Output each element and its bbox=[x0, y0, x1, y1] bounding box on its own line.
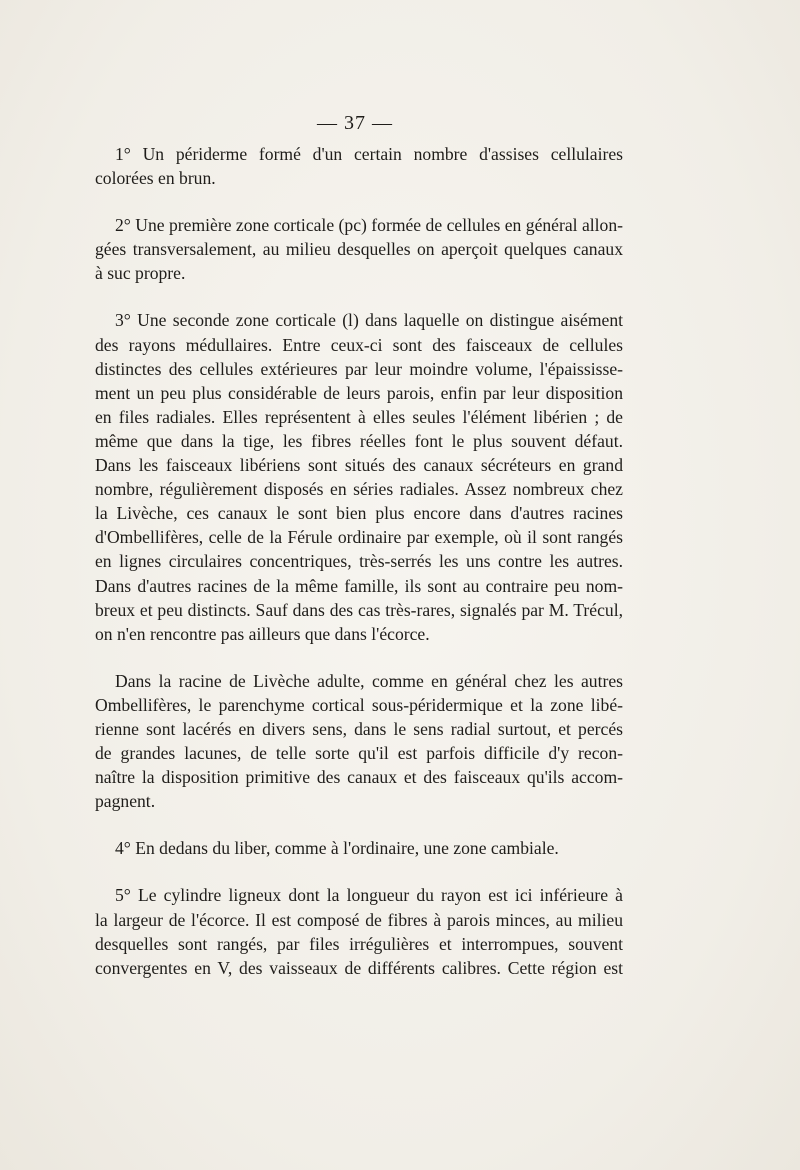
text-line: en files radiales. Elles représentent à elles seules l'élément libérien ; de bbox=[95, 406, 623, 427]
text-line: desquelles sont rangés, par files irrégulières et interrompues, souvent bbox=[95, 933, 623, 954]
text-line: de grandes lacunes, de telle sorte qu'il est parfois difficile d'y recon- bbox=[95, 743, 623, 764]
paragraph bbox=[95, 213, 623, 285]
text-line: Dans la racine de Livèche adulte, comme en général chez les autres bbox=[115, 670, 623, 691]
text-line: nombre, régulièrement disposés en séries radiales. Assez nombreux chez bbox=[95, 479, 623, 500]
paragraph bbox=[95, 669, 623, 814]
text-line: convergentes en V, des vaisseaux de différents calibres. Cette région est bbox=[95, 957, 623, 978]
text-line: la largeur de l'écorce. Il est composé de fibres à parois minces, au milieu bbox=[95, 909, 623, 930]
text-line: en lignes circulaires concentriques, très-serrés les uns contre les autres. bbox=[95, 551, 623, 572]
text-line: naître la disposition primitive des canaux et des faisceaux qu'ils accom- bbox=[95, 767, 623, 788]
paragraph bbox=[95, 836, 623, 860]
paragraph bbox=[95, 142, 623, 190]
text-line: la Livèche, ces canaux le sont bien plus encore dans d'autres racines bbox=[95, 503, 623, 524]
paragraph bbox=[95, 308, 623, 645]
text-line: colorées en brun. bbox=[95, 168, 216, 189]
text-line: Dans les faisceaux libériens sont situés des canaux sécréteurs en grand bbox=[95, 455, 623, 476]
text-line: 1° Un périderme formé d'un certain nombre d'assises cellulaires bbox=[115, 144, 623, 164]
text-line: d'Ombellifères, celle de la Férule ordinaire par exemple, où il sont rangés bbox=[95, 527, 623, 548]
text-line: 4° En dedans du liber, comme à l'ordinaire, une zone cambiale. bbox=[115, 838, 559, 859]
paragraph bbox=[95, 883, 623, 979]
text-line: breux et peu distincts. Sauf dans des cas très-rares, signalés par M. Trécul, bbox=[95, 599, 623, 620]
text-line: Dans d'autres racines de la même famille, ils sont au contraire peu nom- bbox=[95, 575, 623, 596]
text-line: des rayons médullaires. Entre ceux-ci sont des faisceaux de cellules bbox=[95, 334, 623, 355]
text-line: 3° Une seconde zone corticale (l) dans laquelle on distingue aisément bbox=[115, 310, 623, 331]
page-number: — 37 — bbox=[317, 112, 393, 134]
body-text bbox=[95, 142, 623, 1003]
text-line: on n'en rencontre pas ailleurs que dans l'écorce. bbox=[95, 623, 430, 644]
text-line: gées transversalement, au milieu desquelles on aperçoit quelques canaux bbox=[95, 239, 623, 260]
text-line: à suc propre. bbox=[95, 263, 186, 284]
text-line: rienne sont lacérés en divers sens, dans le sens radial surtout, et percés bbox=[95, 718, 623, 739]
text-line: pagnent. bbox=[95, 791, 156, 812]
text-line: ment un peu plus considérable de leurs parois, enfin par leur disposition bbox=[95, 382, 623, 403]
text-line: Ombellifères, le parenchyme cortical sous-péridermique et la zone libé- bbox=[95, 694, 623, 715]
text-line: distinctes des cellules extérieures par leur moindre volume, l'épaississe- bbox=[95, 358, 623, 379]
text-line: 2° Une première zone corticale (pc) formée de cellules en général allon- bbox=[115, 215, 623, 236]
text-line: même que dans la tige, les fibres réelles font le plus souvent défaut. bbox=[95, 430, 623, 451]
text-line: 5° Le cylindre ligneux dont la longueur du rayon est ici inférieure à bbox=[115, 885, 623, 906]
